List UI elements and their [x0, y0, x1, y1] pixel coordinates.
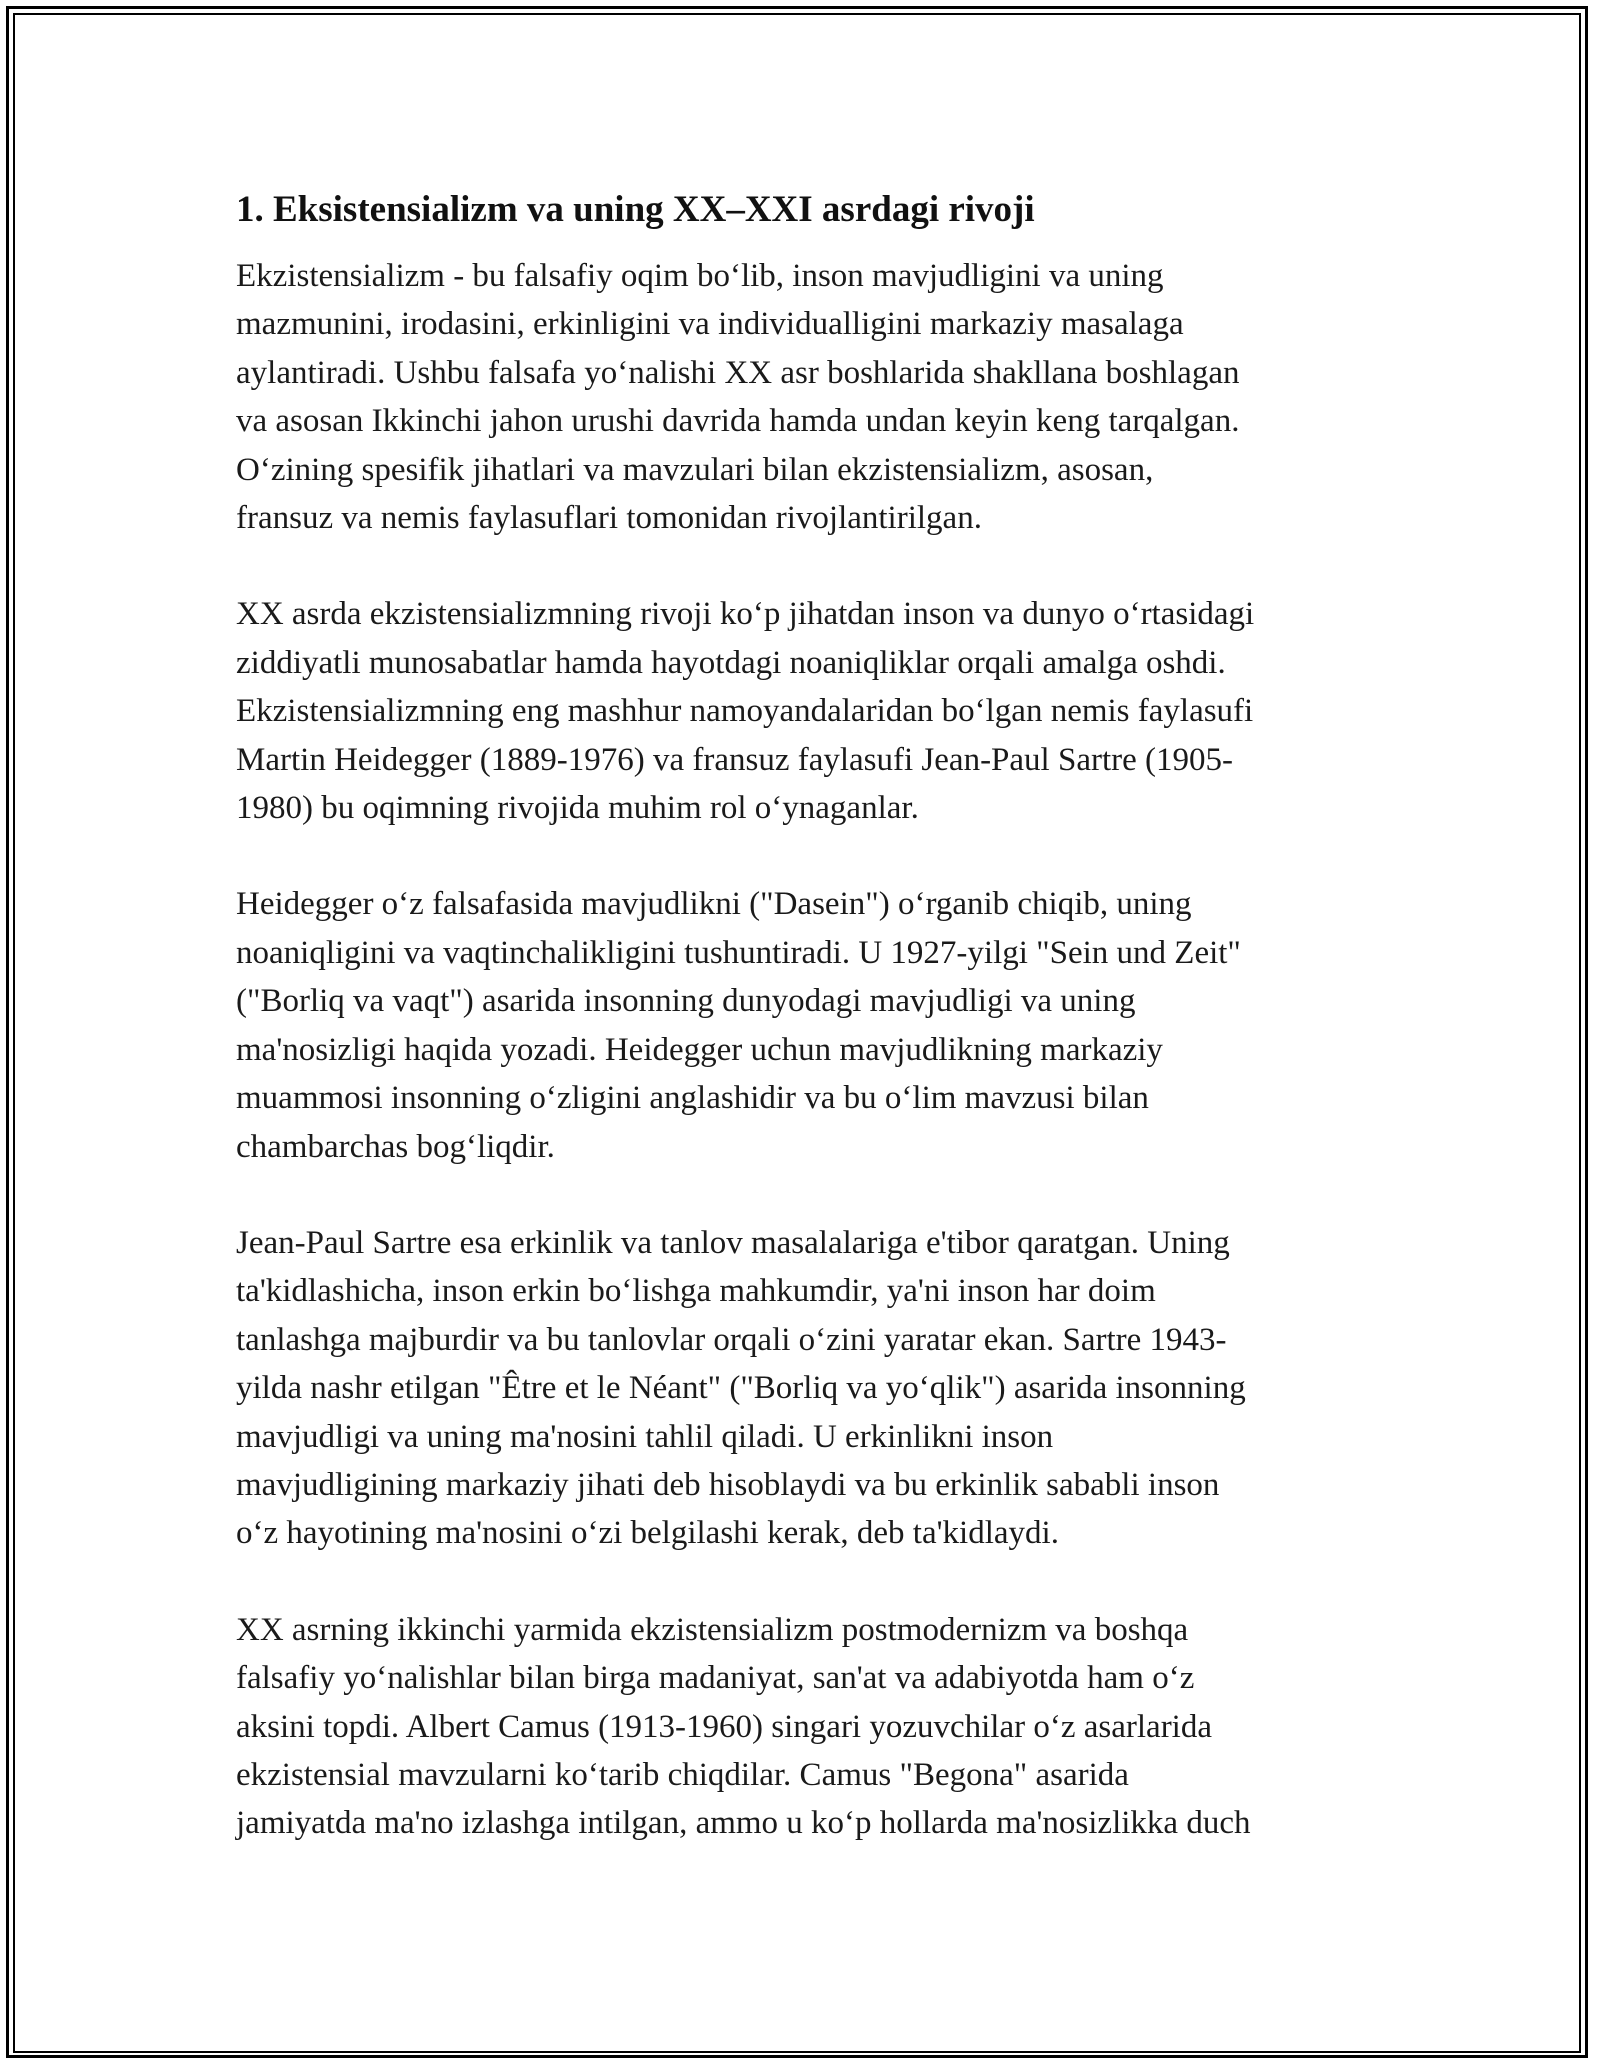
text-line: o‘z hayotining ma'nosini o‘zi belgilashi kerak, deb ta'kidlaydi. [236, 1515, 1059, 1552]
text-line: yilda nashr etilgan "Être et le Néant" ("Borliq va yo‘qlik") asarida insonning [236, 1370, 1246, 1407]
paragraph-3 [236, 880, 1376, 1170]
text-line: ziddiyatli munosabatlar hamda hayotdagi noaniqliklar orqali amalga oshdi. [236, 644, 1226, 681]
text-line: va asosan Ikkinchi jahon urushi davrida hamda undan keyin keng tarqalgan. [236, 403, 1240, 440]
text-line: chambarchas bog‘liqdir. [236, 1128, 555, 1165]
text-line: aylantiradi. Ushbu falsafa yo‘nalishi XX asr boshlarida shakllana boshlagan [236, 354, 1240, 391]
text-line: Heidegger o‘z falsafasida mavjudlikni ("Dasein") o‘rganib chiqib, uning [236, 886, 1192, 923]
text-line: ma'nosizligi haqida yozadi. Heidegger uchun mavjudlikning markaziy [236, 1031, 1163, 1068]
text-line: 1980) bu oqimning rivojida muhim rol o‘ynaganlar. [236, 790, 919, 827]
text-line: muammosi insonning o‘zligini anglashidir va bu o‘lim mavzusi bilan [236, 1080, 1149, 1117]
text-line: Martin Heidegger (1889-1976) va fransuz faylasufi Jean-Paul Sartre (1905- [236, 741, 1233, 778]
text-line: tanlashga majburdir va bu tanlovlar orqali o‘zini yaratar ekan. Sartre 1943- [236, 1321, 1227, 1358]
text-line: Jean-Paul Sartre esa erkinlik va tanlov masalalariga e'tibor qaratgan. Uning [236, 1224, 1230, 1261]
document-body [236, 186, 1376, 1896]
text-line: mazmunini, irodasini, erkinligini va individualligini markaziy masalaga [236, 306, 1184, 343]
text-line: mavjudligining markaziy jihati deb hisoblaydi va bu erkinlik sababli inson [236, 1466, 1220, 1503]
text-line: O‘zining spesifik jihatlari va mavzulari bilan ekzistensializm, asosan, [236, 451, 1154, 488]
text-line: ("Borliq va vaqt") asarida insonning dunyodagi mavjudligi va uning [236, 983, 1136, 1020]
text-line: aksini topdi. Albert Camus (1913-1960) singari yozuvchilar o‘z asarlarida [236, 1708, 1212, 1745]
paragraph-1 [236, 252, 1376, 542]
text-line: ta'kidlashicha, inson erkin bo‘lishga mahkumdir, ya'ni inson har doim [236, 1273, 1156, 1310]
text-line: ekzistensial mavzularni ko‘tarib chiqdilar. Camus "Begona" asarida [236, 1756, 1129, 1793]
text-line: Ekzistensializm - bu falsafiy oqim bo‘lib, inson mavjudligini va uning [236, 258, 1164, 294]
text-line: XX asrda ekzistensializmning rivoji ko‘p jihatdan inson va dunyo o‘rtasidagi [236, 596, 1255, 633]
text-line: noaniqligini va vaqtinchalikligini tushuntiradi. U 1927-yilgi "Sein und Zeit" [236, 934, 1241, 971]
text-line: jamiyatda ma'no izlashga intilgan, ammo u ko‘p hollarda ma'nosizlikka duch [236, 1805, 1251, 1842]
paragraph-2 [236, 590, 1376, 832]
text-line: XX asrning ikkinchi yarmida ekzistensializm postmodernizm va boshqa [236, 1611, 1189, 1648]
paragraph-4 [236, 1219, 1376, 1558]
text-line: Ekzistensializmning eng mashhur namoyandalaridan bo‘lgan nemis faylasufi [236, 693, 1254, 730]
section-heading: 1. Eksistensializm va uning XX–XXI asrdagi rivoji [236, 189, 1035, 230]
text-line: mavjudligi va uning ma'nosini tahlil qiladi. U erkinlikni inson [236, 1418, 1054, 1455]
text-line: fransuz va nemis faylasuflari tomonidan rivojlantirilgan. [236, 500, 982, 537]
text-line: falsafiy yo‘nalishlar bilan birga madaniyat, san'at va adabiyotda ham o‘z [236, 1660, 1195, 1697]
paragraph-5 [236, 1606, 1376, 1848]
